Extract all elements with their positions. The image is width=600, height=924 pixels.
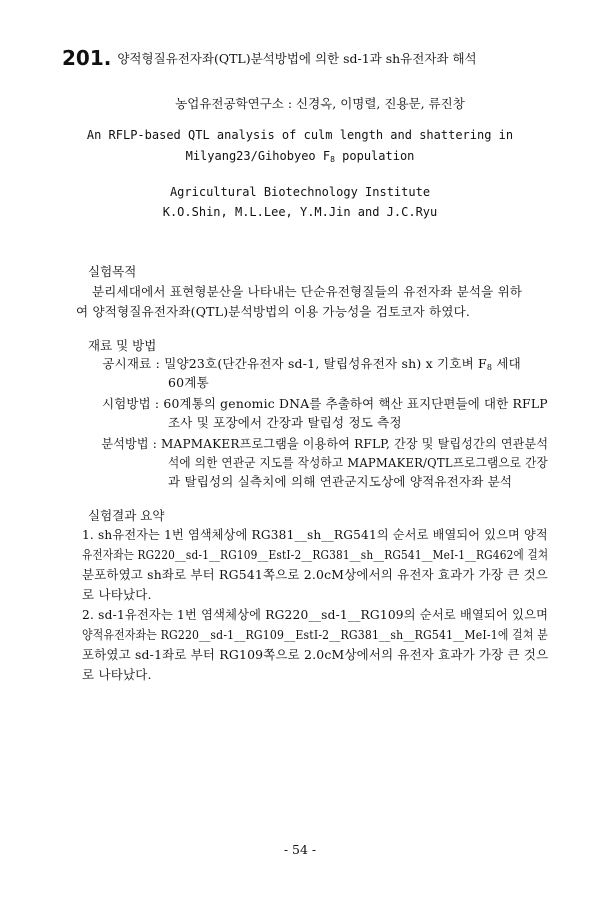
objective-heading: 실험목적 bbox=[88, 264, 137, 279]
material-text-pre: 밀양23호(단간유전자 sd-1, 탈립성유전자 sh) x 기호벼 F bbox=[164, 356, 487, 371]
methods-heading: 재료 및 방법 bbox=[88, 338, 157, 353]
title-en-generation-subscript: 8 bbox=[330, 155, 335, 164]
material-generation-subscript: 8 bbox=[486, 363, 493, 372]
results-line: 유전자좌는 RG220__sd-1__RG109__EstI-2__RG381__sh__RG541__MeI-1__RG462에 걸쳐 bbox=[82, 547, 549, 562]
title-en-line2 bbox=[0, 149, 600, 164]
analysis-method-line3: 과 탈립성의 실측치에 의해 연관군지도상에 양적유전자좌 분석 bbox=[168, 474, 513, 489]
analysis-method-text: MAPMAKER프로그램을 이용하여 RFLP, 간장 및 탈립성간의 연관분석 bbox=[161, 436, 549, 451]
objective-line: 여 양적형질유전자좌(QTL)분석방법의 이용 가능성을 검토코자 하였다. bbox=[76, 304, 471, 319]
results-heading: 실험결과 요약 bbox=[88, 508, 165, 523]
results-line: 포하였고 sd-1좌로 부터 RG109쪽으로 2.0cM상에서의 유전자 효과가 가장 큰 것으 bbox=[82, 647, 549, 662]
test-method-text: 60계통의 genomic DNA를 추출하여 핵산 표지단편들에 대한 RFLP bbox=[163, 396, 548, 411]
paper-number: 201. bbox=[62, 46, 112, 70]
results-line: 양적유전자좌는 RG220__sd-1__RG109__EstI-2__RG381__sh__RG541__MeI-1에 걸쳐 분 bbox=[82, 627, 548, 642]
material-label: 공시재료 : bbox=[102, 356, 160, 371]
analysis-method-line2: 석에 의한 연관군 지도를 작성하고 MAPMAKER/QTL프로그램으로 간장 bbox=[168, 455, 548, 470]
test-method-label: 시험방법 : bbox=[102, 396, 160, 411]
test-method-line2: 조사 및 포장에서 간장과 탈립성 정도 측정 bbox=[168, 415, 402, 430]
material-text-post: 세대 bbox=[492, 356, 521, 371]
title-en-line1: An RFLP-based QTL analysis of culm length and shattering in bbox=[86, 128, 514, 142]
results-line: 로 나타났다. bbox=[82, 587, 152, 602]
analysis-method-label: 분석방법 : bbox=[101, 436, 157, 451]
authors-en: K.O.Shin, M.L.Lee, Y.M.Jin and J.C.Ryu bbox=[162, 205, 438, 219]
results-line: 1. sh유전자는 1번 염색체상에 RG381__sh__RG541의 순서로 배열되어 있으며 양적 bbox=[82, 527, 548, 542]
results-line: 로 나타났다. bbox=[82, 667, 152, 682]
objective-line: 분리세대에서 표현형분산을 나타내는 단순유전형질들의 유전자좌 분석을 위하 bbox=[92, 284, 523, 299]
results-line: 분포하였고 sh좌로 부터 RG541쪽으로 2.0cM상에서의 유전자 효과가 가장 큰 것으 bbox=[82, 567, 548, 582]
affiliation-en: Agricultural Biotechnology Institute bbox=[169, 185, 431, 199]
material-text bbox=[164, 354, 521, 372]
page-number: - 54 - bbox=[283, 842, 317, 857]
paper-title-row bbox=[62, 46, 477, 70]
analysis-method-row bbox=[76, 434, 548, 452]
material-row bbox=[76, 354, 521, 372]
title-en-line2-pre: Milyang23/Gihobyeo F bbox=[185, 149, 331, 163]
material-line2: 60계통 bbox=[168, 375, 209, 390]
test-method-row bbox=[76, 394, 548, 412]
results-line: 2. sd-1유전자는 1번 염색체상에 RG220__sd-1__RG109의 순서로 배열되어 있으며 bbox=[82, 607, 549, 622]
affiliation-kr: 농업유전공학연구소 : 신경옥, 이명렬, 진용문, 류진창 bbox=[175, 96, 465, 111]
title-en-line2-post: population bbox=[334, 149, 415, 163]
paper-title-kr: 양적형질유전자좌(QTL)분석방법에 의한 sd-1과 sh유전자좌 해석 bbox=[117, 51, 477, 66]
